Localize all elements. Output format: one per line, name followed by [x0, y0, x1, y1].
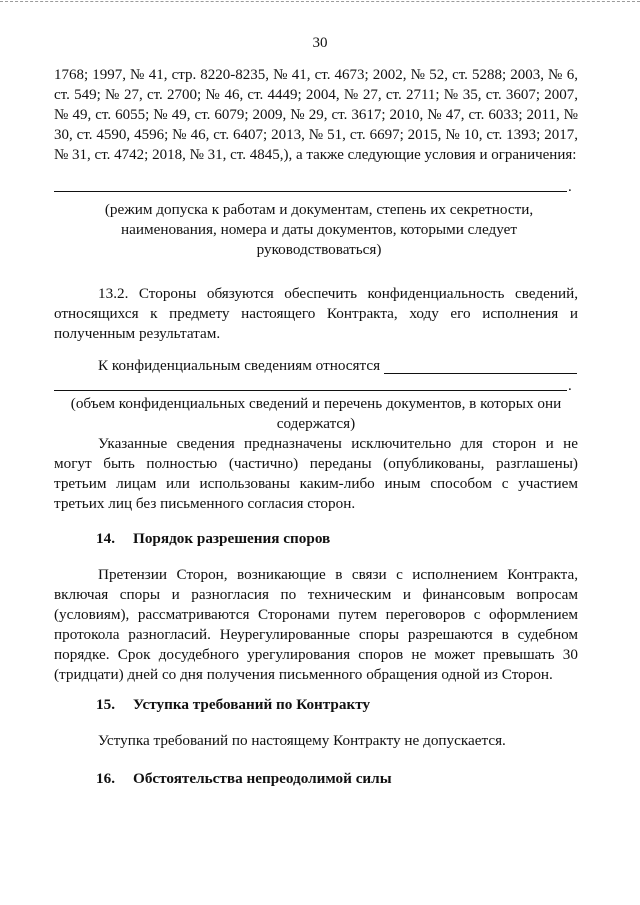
section-15-number: 15. — [96, 696, 115, 713]
section-16-number: 16. — [96, 770, 115, 787]
section-16-title: Обстоятельства непреодолимой силы — [133, 770, 392, 787]
confidential-line-end-dot: . — [568, 378, 572, 394]
confidential-blank-line-1 — [384, 373, 577, 374]
confidential-info-paragraph: Указанные сведения предназначены исключительно для сторон и не могут быть полностью (частично) переданы (опубликованы, разглашены) третьим лицам или использованы каким-либо иным способом с участием третьих лиц без письменного согласия сторон. — [54, 435, 578, 512]
section-14-paragraph: Претензии Сторон, возникающие в связи с исполнением Контракта, включая споры и разногласия по техническим и финансовым вопросам (условиям), рассматриваются Сторонами путем переговоров с оформлением протокола разногласий. Неурегулированные споры разрешаются в судебном порядке. Срок досудебного урегулирования споров не может превышать 30 (тридцати) дней со дня получения письменного обращения одной из Сторон. — [54, 566, 578, 683]
section-15-paragraph: Уступка требований по настоящему Контракту не допускается. — [98, 732, 506, 749]
legal-references-paragraph: 1768; 1997, № 41, стр. 8220-8235, № 41, ст. 4673; 2002, № 52, ст. 5288; 2003, № 6, ст. 549; № 27, ст. 2700; № 46, ст. 4449; 2004, № 27, ст. 2711; № 35, ст. 3607; 2007, № 49, ст. 6055; № 49, ст. 6079; 2009, № 29, ст. 3617; 2010, № 47, ст. 6033; 2011, № 30, ст. 4590, 4596; № 46, ст. 6407; 2013, № 51, ст. 6697; 2015, № 10, ст. 1393; 2017, № 31, ст. 4742; 2018, № 31, ст. 4845,), а также следующие условия и ограничения: — [54, 67, 578, 163]
section-14-number: 14. — [96, 530, 115, 547]
confidential-note: (объем конфиденциальных сведений и перечень документов, в которых они содержатся) — [70, 395, 562, 432]
page-top-edge — [0, 1, 640, 2]
blank-line-end-dot: . — [568, 179, 572, 195]
conditions-note: (режим допуска к работам и документам, степень их секретности, наименования, номера и даты документов, которыми следует руководствоваться) — [104, 201, 534, 258]
confidential-blank-line-2 — [54, 390, 567, 391]
clause-13-2: 13.2. Стороны обязуются обеспечить конфиденциальность сведений, относящихся к предмету настоящего Контракта, ходу его исполнения и полученным результатам. — [54, 285, 578, 342]
section-14-title: Порядок разрешения споров — [133, 530, 331, 547]
confidential-label: К конфиденциальным сведениям относятся — [98, 357, 381, 374]
blank-line-conditions — [54, 191, 567, 192]
section-15-title: Уступка требований по Контракту — [133, 696, 371, 713]
page-number: 30 — [312, 35, 328, 51]
